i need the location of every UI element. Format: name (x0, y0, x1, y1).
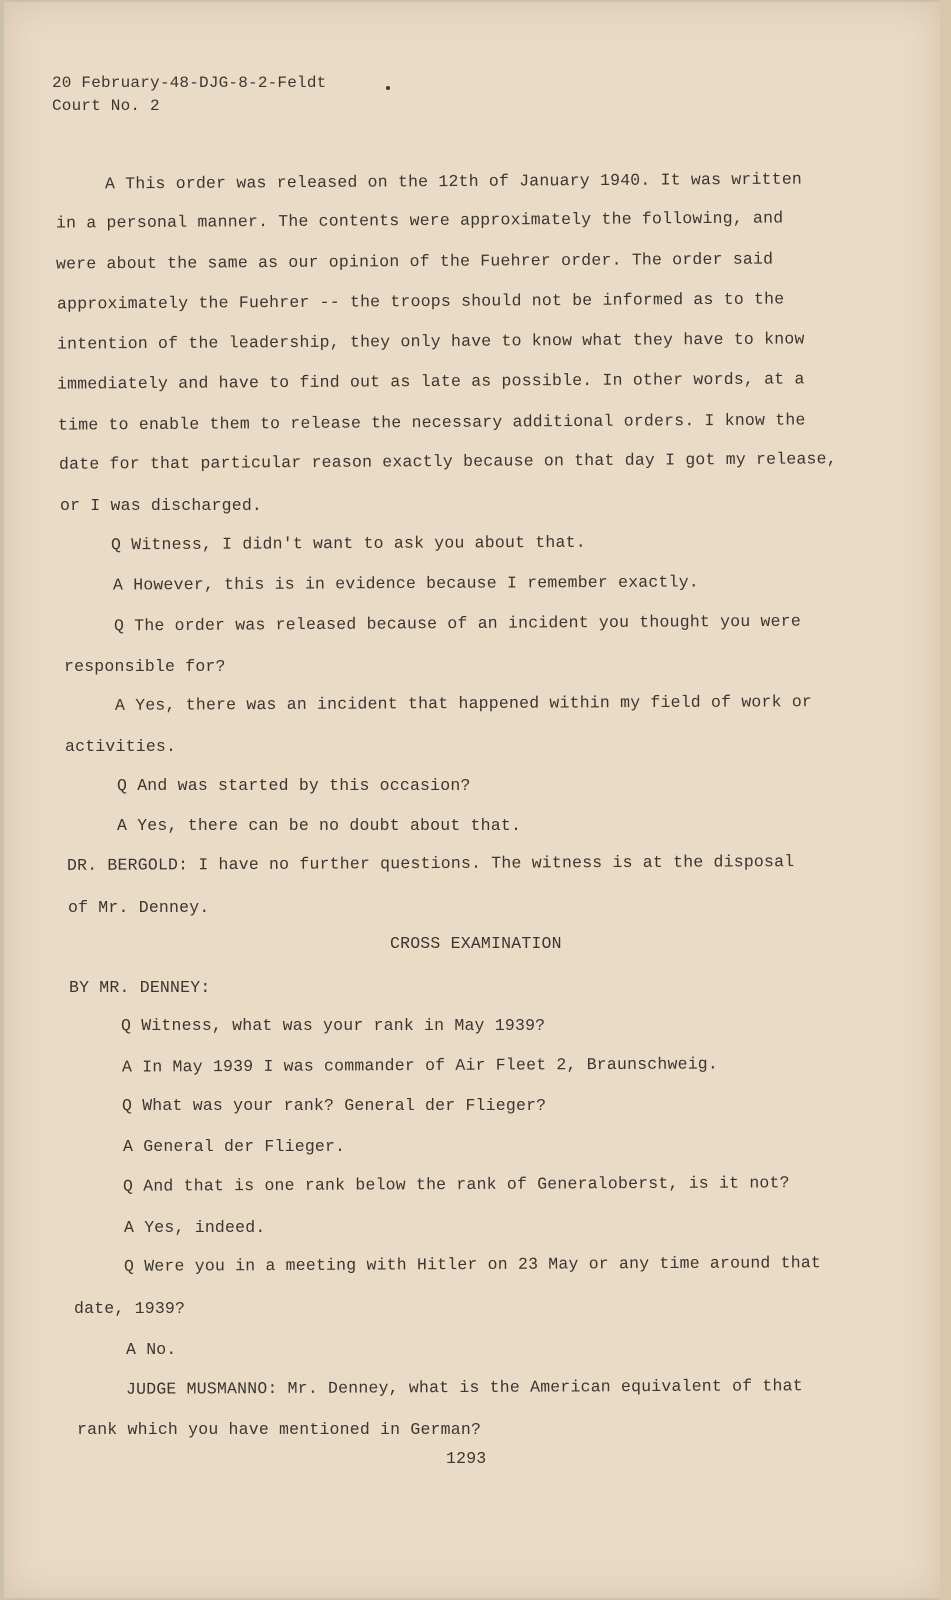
page-edge (940, 0, 951, 1600)
text-line: were about the same as our opinion of the Fuehrer order. The order said (55, 249, 774, 274)
stray-mark (386, 86, 390, 90)
header-line-2: Court No. 2 (52, 97, 160, 115)
text-line: date for that particular reason exactly because on that day I got my release, (58, 449, 837, 474)
text-line: A Yes, there was an incident that happened within my field of work or (114, 692, 813, 715)
text-line: Q Witness, I didn't want to ask you about that. (110, 532, 586, 555)
text-line: A Yes, there can be no doubt about that. (117, 816, 522, 835)
text-line: Q Were you in a meeting with Hitler on 23 May or any time around that (123, 1253, 822, 1276)
header-line-1: 20 February-48-DJG-8-2-Feldt (52, 74, 327, 92)
text-line: in a personal manner. The contents were approximately the following, and (55, 208, 784, 233)
text-line: time to enable them to release the necessary additional orders. I know the (57, 410, 806, 435)
page-number: 1293 (446, 1449, 487, 1468)
section-title: CROSS EXAMINATION (390, 934, 562, 953)
text-line: A In May 1939 I was commander of Air Fleet 2, Braunschweig. (121, 1054, 719, 1077)
text-line: Q And was started by this occasion? (117, 776, 471, 795)
text-line: A General der Flieger. (123, 1137, 346, 1156)
text-line: A No. (126, 1340, 177, 1359)
text-line: immediately and have to find out as late as possible. In other words, at a (56, 369, 805, 394)
text-line: date, 1939? (74, 1299, 186, 1318)
text-line: rank which you have mentioned in German? (77, 1420, 482, 1439)
text-line: or I was discharged. (60, 496, 263, 515)
text-line: Q What was your rank? General der Flieger? (122, 1096, 547, 1115)
text-line: intention of the leadership, they only have to know what they have to know (56, 329, 805, 354)
text-line: responsible for? (64, 657, 226, 676)
text-line: A Yes, indeed. (124, 1218, 266, 1237)
text-line: approximately the Fuehrer -- the troops should not be informed as to the (56, 289, 785, 314)
text-line: JUDGE MUSMANNO: Mr. Denney, what is the American equivalent of that (125, 1376, 803, 1399)
text-line: DR. BERGOLD: I have no further questions. The witness is at the disposal (66, 852, 795, 875)
text-line: of Mr. Denney. (68, 898, 210, 917)
text-line: A However, this is in evidence because I remember exactly. (112, 572, 699, 595)
document-page (4, 2, 940, 1598)
text-line: activities. (65, 737, 177, 756)
text-line: A This order was released on the 12th of January 1940. It was written (104, 169, 803, 194)
text-line: Q And that is one rank below the rank of Generaloberst, is it not? (122, 1173, 790, 1196)
text-line: Q The order was released because of an incident you thought you were (113, 611, 801, 636)
text-line: Q Witness, what was your rank in May 1939? (121, 1016, 546, 1035)
text-line: BY MR. DENNEY: (69, 978, 211, 997)
